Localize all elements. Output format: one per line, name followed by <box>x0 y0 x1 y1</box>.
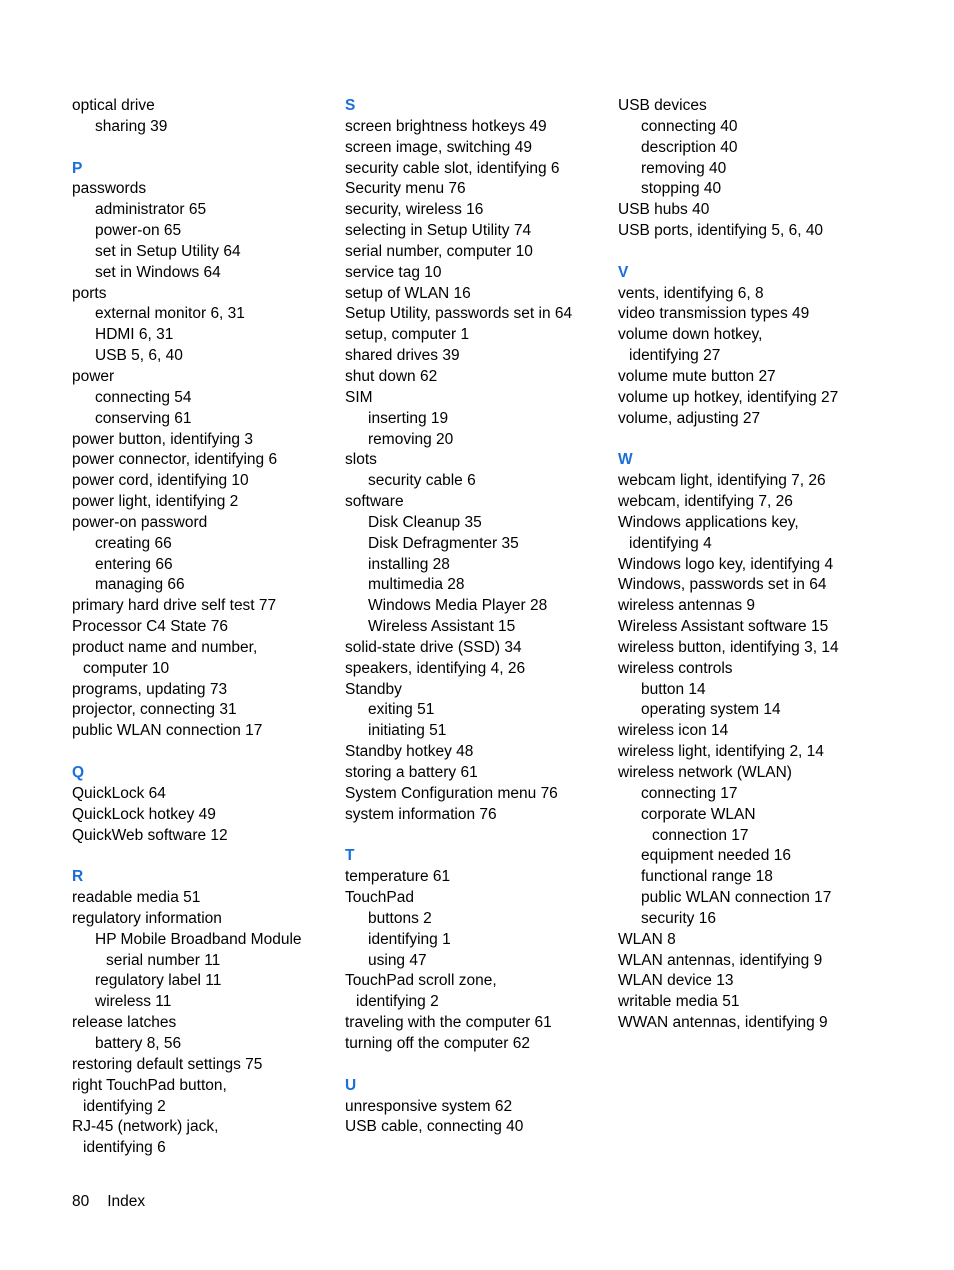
section-gap <box>345 826 600 847</box>
index-entry: volume, adjusting 27 <box>618 409 761 427</box>
index-subentry: multimedia 28 <box>368 576 465 594</box>
footer-section-title: Index <box>107 1193 146 1210</box>
section-gap <box>72 138 327 159</box>
index-subentry: operating system 14 <box>641 701 781 719</box>
index-entry: primary hard drive self test 77 <box>72 597 277 615</box>
index-entry: temperature 61 <box>345 868 451 886</box>
index-entry: power connector, identifying 6 <box>72 451 278 469</box>
index-entry: programs, updating 73 <box>72 680 228 698</box>
index-entry: Security menu 76 <box>345 180 466 198</box>
index-subentry: exiting 51 <box>368 701 435 719</box>
index-subentry: Disk Cleanup 35 <box>368 513 482 531</box>
index-subentry: conserving 61 <box>95 409 192 427</box>
index-entry: Wireless Assistant software 15 <box>618 618 829 636</box>
index-subentry: battery 8, 56 <box>95 1034 182 1052</box>
index-entry: wireless controls <box>618 659 733 677</box>
index-entry-continuation: computer 10 <box>83 659 170 677</box>
index-column-1 <box>72 96 327 1159</box>
index-entry: power light, identifying 2 <box>72 493 239 511</box>
index-entry: WLAN 8 <box>618 930 676 948</box>
index-entry: Windows logo key, identifying 4 <box>618 555 834 573</box>
index-entry: volume up hotkey, identifying 27 <box>618 388 839 406</box>
index-entry: power-on password <box>72 513 208 531</box>
index-entry: wireless button, identifying 3, 14 <box>618 638 839 656</box>
index-letter-heading: R <box>72 868 84 886</box>
index-subentry: Windows Media Player 28 <box>368 597 548 615</box>
index-subentry: Wireless Assistant 15 <box>368 618 516 636</box>
index-entry: power button, identifying 3 <box>72 430 253 448</box>
index-entry: webcam, identifying 7, 26 <box>618 493 793 511</box>
index-letter-heading: P <box>72 159 83 177</box>
index-entry: TouchPad <box>345 889 414 907</box>
index-entry-continuation: identifying 27 <box>629 347 721 365</box>
index-subentry: stopping 40 <box>641 180 722 198</box>
index-entry: security cable slot, identifying 6 <box>345 159 560 177</box>
index-subentry: security 16 <box>641 909 716 927</box>
index-entry: restoring default settings 75 <box>72 1055 263 1073</box>
index-subentry: connection 17 <box>652 826 749 844</box>
index-entry: TouchPad scroll zone, <box>345 972 497 990</box>
index-entry: product name and number, <box>72 638 258 656</box>
index-entry: setup of WLAN 16 <box>345 284 471 302</box>
index-entry: selecting in Setup Utility 74 <box>345 222 532 240</box>
index-entry: volume mute button 27 <box>618 367 776 385</box>
index-subentry: sharing 39 <box>95 117 168 135</box>
index-subentry: set in Windows 64 <box>95 263 221 281</box>
index-entry: software <box>345 493 404 511</box>
index-subentry: wireless 11 <box>95 993 172 1011</box>
index-entry: USB cable, connecting 40 <box>345 1118 524 1136</box>
index-subentry: removing 40 <box>641 159 727 177</box>
index-entry: unresponsive system 62 <box>345 1097 513 1115</box>
index-subentry: public WLAN connection 17 <box>641 889 832 907</box>
index-entry: volume down hotkey, <box>618 326 763 344</box>
index-subentry: regulatory label 11 <box>95 972 222 990</box>
index-entry: USB devices <box>618 97 707 114</box>
section-gap <box>345 1055 600 1076</box>
index-entry: writable media 51 <box>618 993 740 1011</box>
index-entry: system information 76 <box>345 805 497 823</box>
index-entry: USB ports, identifying 5, 6, 40 <box>618 222 824 240</box>
index-entry-continuation: identifying 2 <box>83 1097 166 1115</box>
index-subentry: button 14 <box>641 680 706 698</box>
index-entry: passwords <box>72 180 147 198</box>
index-subentry: functional range 18 <box>641 868 773 886</box>
index-subentry: inserting 19 <box>368 409 449 427</box>
index-entry: QuickLock hotkey 49 <box>72 805 216 823</box>
index-entry: Standby hotkey 48 <box>345 743 474 761</box>
index-entry: ports <box>72 284 107 302</box>
index-entry: Windows applications key, <box>618 513 799 531</box>
index-entry: wireless antennas 9 <box>618 597 755 615</box>
index-entry: Standby <box>345 680 402 698</box>
index-subentry: description 40 <box>641 138 738 156</box>
index-subentry: identifying 1 <box>368 930 451 948</box>
index-entry: regulatory information <box>72 909 222 927</box>
index-subentry: HP Mobile Broadband Module <box>95 930 302 948</box>
index-entry-continuation: identifying 2 <box>356 993 439 1011</box>
index-letter-heading: U <box>345 1076 357 1094</box>
index-subentry: managing 66 <box>95 576 185 594</box>
index-column-2 <box>345 96 600 1138</box>
index-entry: Processor C4 State 76 <box>72 618 228 636</box>
index-subentry: security cable 6 <box>368 472 476 490</box>
index-entry: Windows, passwords set in 64 <box>618 576 827 594</box>
index-entry: storing a battery 61 <box>345 764 478 781</box>
index-letter-heading: V <box>618 263 629 281</box>
page-footer <box>72 1192 145 1212</box>
index-entry: wireless icon 14 <box>618 722 729 740</box>
index-subentry: using 47 <box>368 951 427 969</box>
index-entry: USB hubs 40 <box>618 201 710 219</box>
index-subentry: power-on 65 <box>95 222 182 240</box>
index-entry: WLAN device 13 <box>618 972 734 990</box>
index-entry: shut down 62 <box>345 367 438 385</box>
section-gap <box>72 846 327 867</box>
index-entry: screen brightness hotkeys 49 <box>345 117 547 135</box>
index-entry: webcam light, identifying 7, 26 <box>618 472 826 490</box>
index-subentry: serial number 11 <box>106 951 221 969</box>
index-subentry: Disk Defragmenter 35 <box>368 534 519 552</box>
index-entry: right TouchPad button, <box>72 1076 227 1094</box>
index-entry: optical drive <box>72 97 155 114</box>
index-entry: projector, connecting 31 <box>72 701 237 719</box>
index-entry: QuickLock 64 <box>72 784 166 802</box>
index-entry: readable media 51 <box>72 889 201 907</box>
index-subentry: connecting 54 <box>95 388 192 406</box>
index-subentry: corporate WLAN <box>641 805 756 823</box>
index-subentry: USB 5, 6, 40 <box>95 347 183 365</box>
index-entry-continuation: identifying 6 <box>83 1139 166 1157</box>
index-entry: shared drives 39 <box>345 347 460 365</box>
index-entry: vents, identifying 6, 8 <box>618 284 764 302</box>
index-entry-continuation: identifying 4 <box>629 534 712 552</box>
index-entry: traveling with the computer 61 <box>345 1014 552 1032</box>
index-subentry: entering 66 <box>95 555 173 573</box>
index-letter-heading: S <box>345 97 356 114</box>
index-entry: wireless light, identifying 2, 14 <box>618 743 824 761</box>
index-subentry: set in Setup Utility 64 <box>95 242 241 260</box>
index-entry: serial number, computer 10 <box>345 242 533 260</box>
index-subentry: connecting 17 <box>641 784 738 802</box>
index-entry: video transmission types 49 <box>618 305 810 323</box>
index-entry: slots <box>345 451 377 469</box>
index-entry: service tag 10 <box>345 263 442 281</box>
index-entry: security, wireless 16 <box>345 201 484 219</box>
index-entry: WLAN antennas, identifying 9 <box>618 951 823 969</box>
index-letter-heading: Q <box>72 764 85 781</box>
index-entry: power cord, identifying 10 <box>72 472 249 490</box>
index-subentry: buttons 2 <box>368 909 432 927</box>
index-subentry: connecting 40 <box>641 117 738 135</box>
index-entry: release latches <box>72 1014 177 1032</box>
index-entry: RJ-45 (network) jack, <box>72 1118 219 1136</box>
index-entry: turning off the computer 62 <box>345 1034 530 1052</box>
index-entry: wireless network (WLAN) <box>618 764 792 781</box>
index-entry: System Configuration menu 76 <box>345 784 558 802</box>
index-subentry: installing 28 <box>368 555 450 573</box>
index-subentry: removing 20 <box>368 430 454 448</box>
index-entry: public WLAN connection 17 <box>72 722 263 740</box>
page-number: 80 <box>72 1193 90 1210</box>
index-entry: Setup Utility, passwords set in 64 <box>345 305 573 323</box>
index-entry: speakers, identifying 4, 26 <box>345 659 526 677</box>
index-entry: power <box>72 367 115 385</box>
index-entry: QuickWeb software 12 <box>72 826 228 844</box>
index-letter-heading: T <box>345 847 355 865</box>
index-entry: SIM <box>345 388 373 406</box>
index-subentry: equipment needed 16 <box>641 847 791 865</box>
index-subentry: creating 66 <box>95 534 172 552</box>
section-gap <box>618 242 918 263</box>
index-subentry: initiating 51 <box>368 722 447 740</box>
index-entry: setup, computer 1 <box>345 326 470 344</box>
section-gap <box>618 430 918 451</box>
index-entry: WWAN antennas, identifying 9 <box>618 1014 828 1032</box>
index-entry: screen image, switching 49 <box>345 138 532 156</box>
index-entry: solid-state drive (SSD) 34 <box>345 638 522 656</box>
index-subentry: external monitor 6, 31 <box>95 305 245 323</box>
index-subentry: administrator 65 <box>95 201 207 219</box>
section-gap <box>72 742 327 763</box>
index-subentry: HDMI 6, 31 <box>95 326 174 344</box>
index-letter-heading: W <box>618 451 633 469</box>
index-column-3 <box>618 96 918 1034</box>
